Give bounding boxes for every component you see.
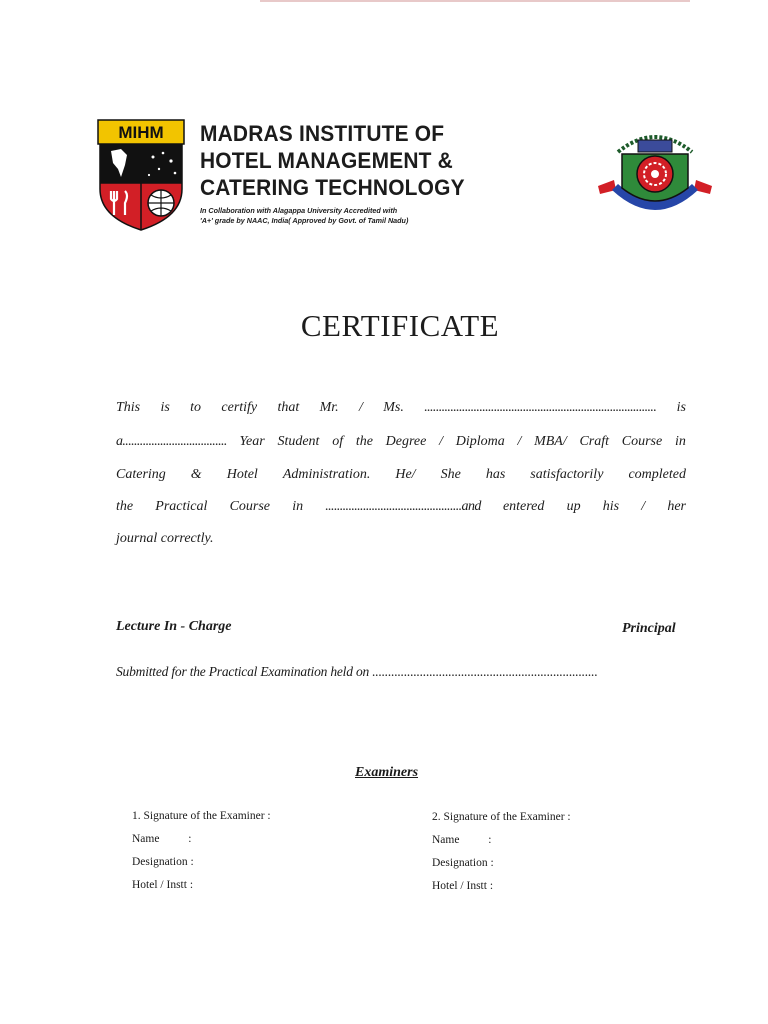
examiner-2-hotel-label: Hotel / Instt : [432, 880, 494, 892]
institute-subtitle [200, 206, 408, 225]
body-line-4 [116, 499, 686, 515]
institute-name-line: MADRAS INSTITUTE OF [200, 121, 445, 146]
body-word: in [674, 434, 686, 449]
body-line-3 [116, 467, 686, 483]
examiner-2-designation-label: Designation : [432, 857, 494, 869]
university-emblem-logo [592, 124, 718, 224]
examiner-1-name-label: Name : [132, 833, 192, 845]
body-word: up [566, 499, 581, 514]
body-word: that [277, 400, 300, 415]
name-blank: ................................................................................ [424, 400, 657, 415]
body-word: of [332, 434, 344, 449]
body-word: Mr. [319, 400, 339, 415]
institute-name-line: CATERING TECHNOLOGY [200, 175, 465, 200]
body-word: Catering [116, 467, 166, 482]
body-word: She [440, 467, 461, 482]
body-line-2 [116, 434, 686, 450]
body-word: / [517, 434, 522, 449]
body-word: / [439, 434, 443, 449]
body-line-1 [116, 400, 686, 416]
examiner-2-signature-label: 2. Signature of the Examiner : [432, 811, 571, 823]
body-word: is [676, 400, 686, 415]
body-word: completed [628, 467, 686, 482]
body-word: & [190, 467, 202, 482]
lecturer-in-charge-label: Lecture In - Charge [116, 619, 232, 634]
body-word: to [190, 400, 202, 415]
body-word: Course [621, 434, 663, 449]
institute-subtitle-line: In Collaboration with Alagappa University Accredited with [200, 206, 398, 215]
institute-name [200, 120, 465, 201]
body-word: Degree [385, 434, 427, 449]
body-word: He/ [395, 467, 416, 482]
body-word: Administration. [282, 467, 371, 482]
year-blank: a.................................... [116, 434, 227, 449]
body-word: Hotel [226, 467, 258, 482]
body-word: the [355, 434, 373, 449]
body-word: the [116, 499, 134, 514]
body-word: Ms. [383, 400, 404, 415]
examiner-2-block [432, 806, 571, 898]
body-word: in [292, 499, 304, 514]
body-word: Course [229, 499, 271, 514]
examiner-1-hotel-label: Hotel / Instt : [132, 879, 194, 891]
body-word: Craft [579, 434, 610, 449]
certificate-title: CERTIFICATE [300, 308, 500, 343]
body-word: MBA/ [534, 434, 567, 449]
body-word: Student [277, 434, 320, 449]
logo-badge-text: MIHM [118, 123, 164, 142]
examiners-heading: Examiners [355, 765, 419, 780]
examiner-2-name-label: Name : [432, 834, 492, 846]
top-edge-line [260, 0, 690, 2]
mihm-shield-logo [97, 119, 185, 231]
course-blank: ...............................................and [325, 499, 481, 514]
examiner-1-block [132, 805, 271, 897]
body-word: This [116, 400, 141, 415]
examiner-1-signature-label: 1. Signature of the Examiner : [132, 810, 271, 822]
principal-label: Principal [622, 621, 676, 636]
body-word: Diploma [455, 434, 505, 449]
body-word: Practical [155, 499, 208, 514]
body-word: her [667, 499, 686, 514]
body-word: / [641, 499, 646, 514]
body-word: is [160, 400, 170, 415]
institute-name-line: HOTEL MANAGEMENT & [200, 148, 453, 173]
body-line-5: journal correctly. [116, 531, 214, 546]
body-word: Year [239, 434, 265, 449]
body-word: has [485, 467, 506, 482]
institute-subtitle-line: 'A+' grade by NAAC, India( Approved by Govt. of Tamil Nadu) [200, 215, 409, 225]
body-word: his [602, 499, 620, 514]
body-word: certify [221, 400, 258, 415]
submitted-line: Submitted for the Practical Examination held on ....................................................................... [116, 664, 598, 679]
examiner-1-designation-label: Designation : [132, 856, 194, 868]
body-word: entered [502, 499, 545, 514]
body-word: satisfactorily [530, 467, 604, 482]
body-word: / [359, 400, 363, 415]
